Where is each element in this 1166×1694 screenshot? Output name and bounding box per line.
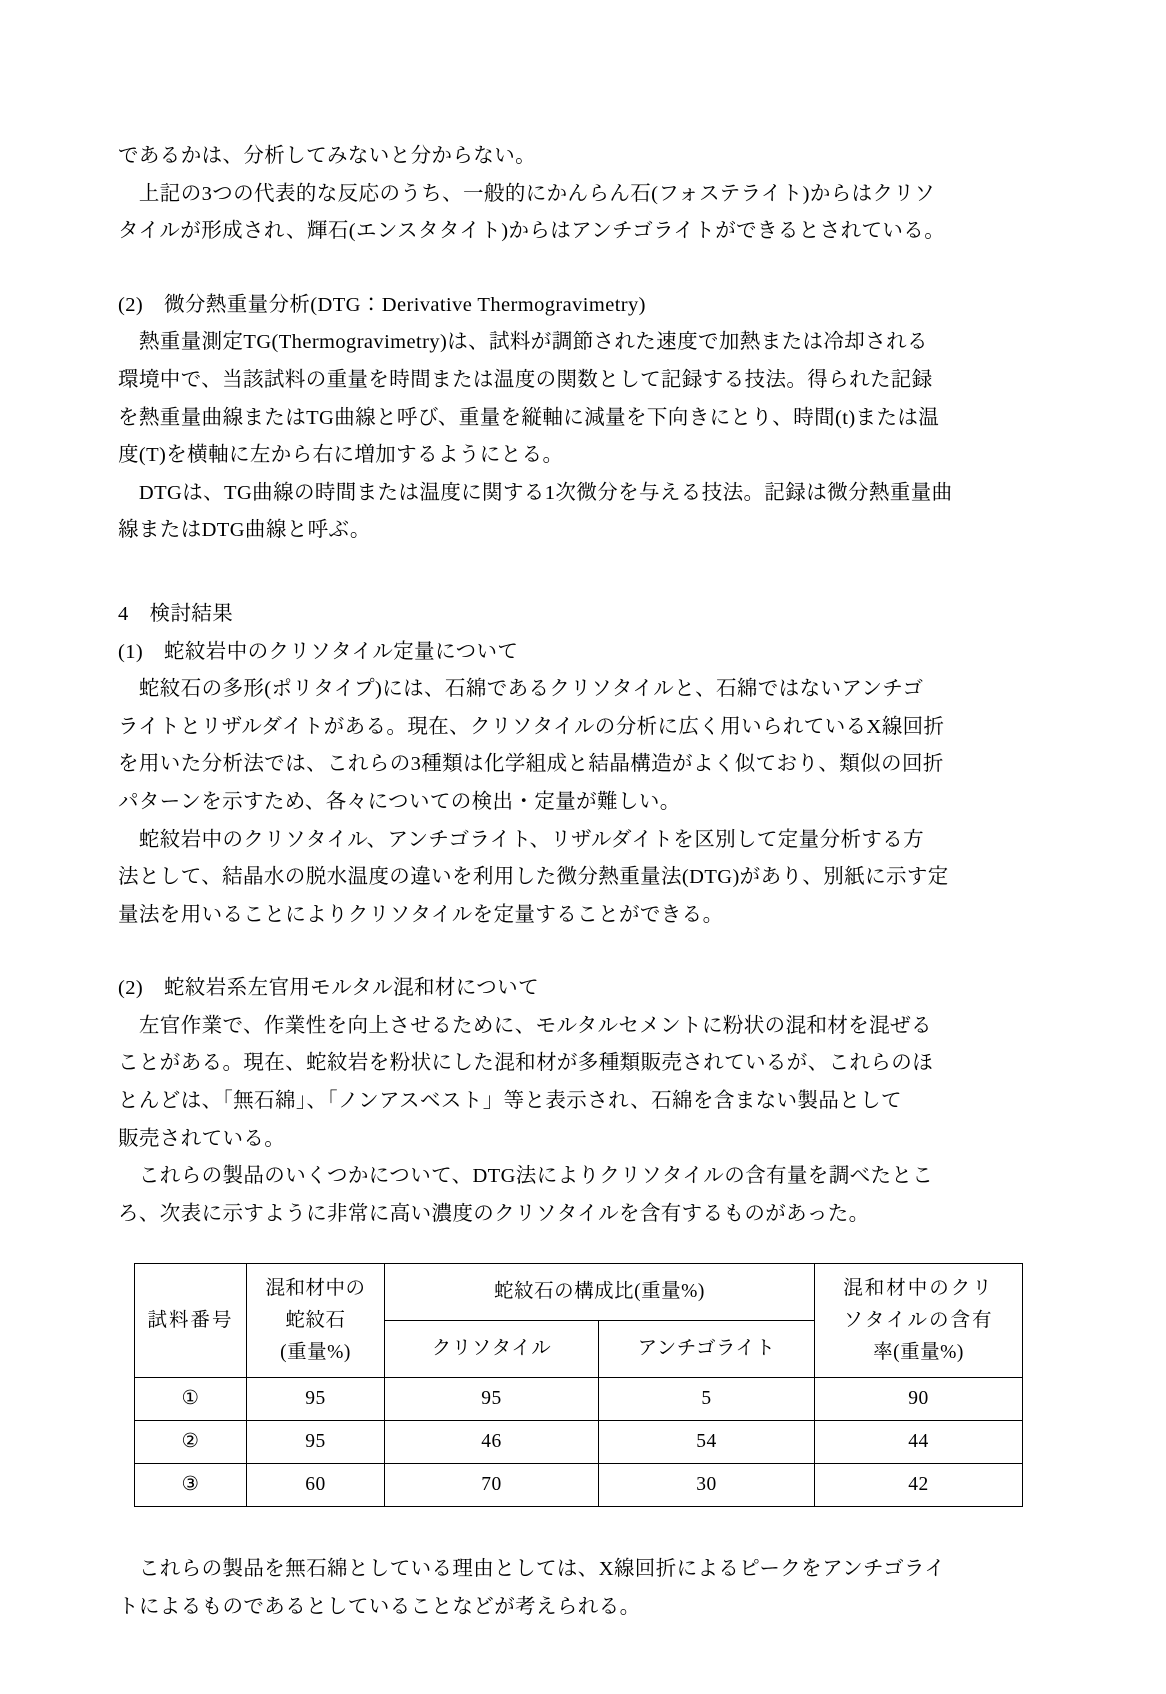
cell-antigorite: 5 — [599, 1378, 815, 1421]
cell-chrysotile-content: 44 — [815, 1421, 1023, 1464]
th-sample-no: 試料番号 — [135, 1264, 247, 1378]
paragraph-line: 販売されている。 — [118, 1127, 286, 1150]
paragraph-line: トによるものであるとしていることなどが考えられる。 — [118, 1596, 641, 1619]
paragraph-line: を用いた分析法では、これらの3種類は化学組成と結晶構造がよく似ており、類似の回折 — [118, 753, 944, 776]
paragraph-line: 左官作業で、作業性を向上させるために、モルタルセメントに粉状の混和材を混ぜる — [118, 1014, 932, 1037]
paragraph-line: これらの製品のいくつかについて、DTG法によりクリソタイルの含有量を調べたとこ — [118, 1165, 934, 1188]
cell-sample-no: ③ — [135, 1464, 247, 1507]
table-header-row-1 — [135, 1264, 1023, 1321]
cell-chrysotile: 46 — [385, 1421, 599, 1464]
results-table-container — [134, 1263, 1022, 1507]
paragraph-line: 環境中で、当該試料の重量を時間または温度の関数として記録する技法。得られた記録 — [118, 368, 933, 391]
paragraph-line: を熱重量曲線またはTG曲線と呼び、重量を縦軸に減量を下向きにとり、時間(t)または温 — [118, 406, 940, 429]
paragraph-line: 熱重量測定TG(Thermogravimetry)は、試料が調節された速度で加熱または冷却される — [118, 331, 928, 354]
cell-sample-no: ① — [135, 1378, 247, 1421]
paragraph-line: これらの製品を無石綿としている理由としては、X線回折によるピークをアンチゴライ — [118, 1558, 946, 1581]
paragraph-line: 上記の3つの代表的な反応のうち、一般的にかんらん石(フォステライト)からはクリソ — [118, 182, 936, 205]
table-row — [135, 1421, 1023, 1464]
th-chrysotile-content: 混和材中のクリ ソタイルの含有 率(重量%) — [815, 1264, 1023, 1378]
paragraph-line: タイルが形成され、輝石(エンスタタイト)からはアンチゴライトができるとされている。 — [118, 220, 946, 243]
cell-serpentine: 60 — [247, 1464, 385, 1507]
paragraph-line: ことがある。現在、蛇紋岩を粉状にした混和材が多種類販売されているが、これらのほ — [118, 1052, 934, 1075]
paragraph-line: DTGは、TG曲線の時間または温度に関する1次微分を与える技法。記録は微分熱重量曲 — [118, 481, 953, 504]
cell-serpentine: 95 — [247, 1421, 385, 1464]
paragraph-line: パターンを示すため、各々についての検出・定量が難しい。 — [118, 790, 681, 813]
section-heading-results: 4 検討結果 — [118, 602, 234, 625]
paragraph-line: 線またはDTG曲線と呼ぶ。 — [118, 519, 371, 542]
paragraph-line: ライトとリザルダイトがある。現在、クリソタイルの分析に広く用いられているX線回折 — [118, 715, 945, 738]
th-antigorite: アンチゴライト — [599, 1321, 815, 1378]
paragraph-line: であるかは、分析してみないと分からない。 — [118, 145, 536, 167]
chrysotile-results-table — [134, 1263, 1023, 1507]
th-serpentine-composition: 蛇紋石の構成比(重量%) — [385, 1264, 815, 1321]
paragraph-admixture-market — [118, 1008, 1070, 1158]
cell-chrysotile: 70 — [385, 1464, 599, 1507]
paragraph-line: 量法を用いることによりクリソタイルを定量することができる。 — [118, 903, 724, 926]
cell-antigorite: 54 — [599, 1421, 815, 1464]
vertical-spacer — [118, 251, 1070, 287]
table-header — [135, 1264, 1023, 1378]
th-chrysotile: クリソタイル — [385, 1321, 599, 1378]
paragraph-line: 蛇紋岩中のクリソタイル、アンチゴライト、リザルダイトを区別して定量分析する方 — [118, 828, 925, 851]
paragraph-line: とんどは、「無石綿」、「ノンアスベスト」等と表示され、石綿を含まない製品として — [118, 1090, 902, 1113]
vertical-spacer — [118, 934, 1070, 970]
cell-serpentine: 95 — [247, 1378, 385, 1421]
paragraph-dtg-method — [118, 822, 1070, 935]
cell-chrysotile-content: 42 — [815, 1464, 1023, 1507]
paragraph-line: 法として、結晶水の脱水温度の違いを利用した微分熱重量法(DTG)があり、別紙に示す定 — [118, 866, 949, 889]
paragraph-continuation — [118, 138, 1070, 251]
paragraph-dtg-curve — [118, 475, 1070, 550]
subsection-heading-quantification: (1) 蛇紋岩中のクリソタイル定量について — [118, 640, 519, 663]
section-heading-dtg: (2) 微分熱重量分析(DTG：Derivative Thermogravimetry) — [118, 293, 646, 316]
cell-sample-no: ② — [135, 1421, 247, 1464]
vertical-spacer — [118, 550, 1070, 596]
table-body — [135, 1378, 1023, 1507]
paragraph-dtg-definition — [118, 324, 1070, 474]
cell-antigorite: 30 — [599, 1464, 815, 1507]
paragraph-line: 蛇紋石の多形(ポリタイプ)には、石綿であるクリソタイルと、石綿ではないアンチゴ — [118, 678, 924, 701]
table-row — [135, 1378, 1023, 1421]
subsection-heading-mortar-admixture: (2) 蛇紋岩系左官用モルタル混和材について — [118, 977, 539, 1000]
table-row — [135, 1464, 1023, 1507]
paragraph-line: 度(T)を横軸に左から右に増加するようにとる。 — [118, 444, 564, 467]
paragraph-polytypes — [118, 671, 1070, 821]
paragraph-line: ろ、次表に示すように非常に高い濃度のクリソタイルを含有するものがあった。 — [118, 1202, 870, 1225]
th-serpentine-in-admixture: 混和材中の 蛇紋石 (重量%) — [247, 1264, 385, 1378]
paragraph-dtg-survey — [118, 1158, 1070, 1233]
paragraph-conclusion — [118, 1551, 1070, 1626]
cell-chrysotile: 95 — [385, 1378, 599, 1421]
cell-chrysotile-content: 90 — [815, 1378, 1023, 1421]
